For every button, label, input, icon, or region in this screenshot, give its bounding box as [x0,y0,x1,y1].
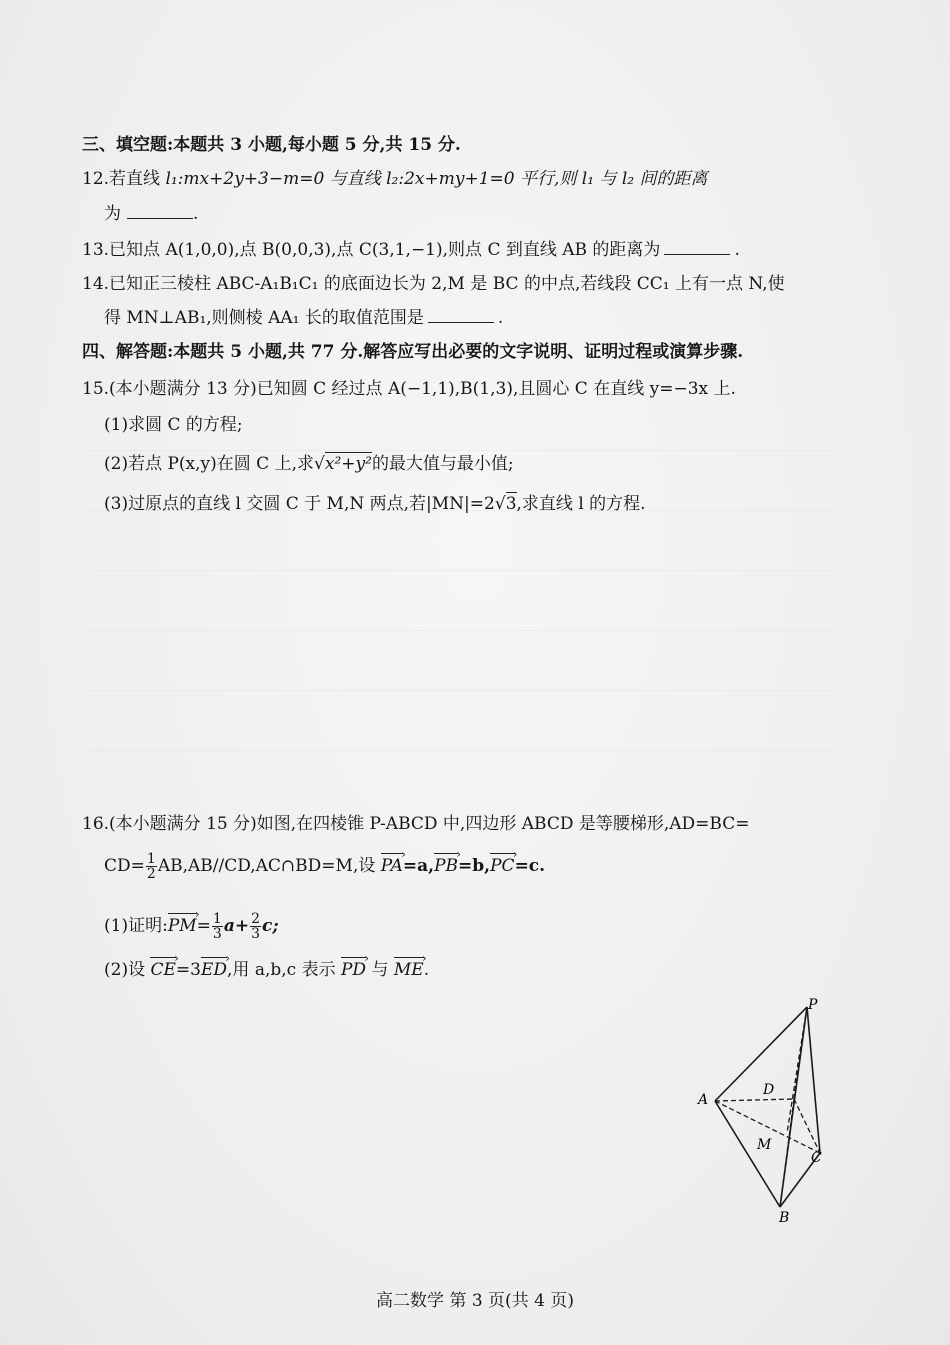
label-M: M [757,1137,772,1153]
section3-heading: 三、填空题:本题共 3 小题,每小题 5 分,共 15 分. [82,135,461,155]
vector-CE: CE › [150,958,175,982]
q15-part2: (2)若点 P(x,y)在圆 C 上,求√x²+y²的最大值与最小值; [104,454,514,474]
q12-answer-blank [127,204,193,219]
vector-PB: PB › [434,854,458,878]
q16-part1: (1)证明:PM ›= $\frac{1}{3}$ a+ $\frac{2}{3}$ c; [104,912,279,941]
edge-PA [715,1007,807,1101]
label-B: B [779,1210,790,1226]
label-D: D [763,1082,775,1098]
q14-answer-blank [428,308,494,323]
q13: 13.已知点 A(1,0,0),点 B(0,0,3),点 C(3,1,−1),则点 C 到直线 AB 的距离为 . [82,240,740,260]
vector-ED: ED › [201,958,227,982]
q16-fraction-half: $\frac{1}{2}$ [146,851,156,882]
label-C: C [811,1150,822,1166]
vector-PC: PC › [490,854,514,878]
q12-line1: 12.若直线 l₁:mx+2y+3−m=0 与直线 l₂:2x+my+1=0 平行,则 l₁ 与 l₂ 间的距离 [82,169,708,189]
page-footer: 高二数学 第 3 页(共 4 页) [376,1291,574,1311]
q16-line1: 16.(本小题满分 15 分)如图,在四棱锥 P-ABCD 中,四边形 ABCD 是等腰梯形,AD=BC= [82,814,750,834]
q14-line1: 14.已知正三棱柱 ABC-A₁B₁C₁ 的底面边长为 2,M 是 BC 的中点,若线段 CC₁ 上有一点 N,使 [82,274,785,294]
q13-answer-blank [664,240,730,255]
pyramid-figure [690,995,840,1230]
q15-intro: 15.(本小题满分 13 分)已知圆 C 经过点 A(−1,1),B(1,3),且圆心 C 在直线 y=−3x 上. [82,379,736,399]
q12-line2: 为 . [104,204,199,224]
label-A: A [698,1092,709,1108]
vector-PA: PA › [381,854,403,878]
section4-heading: 四、解答题:本题共 5 小题,共 77 分.解答应写出必要的文字说明、证明过程或演算步骤. [82,342,744,362]
vector-PD: PD › [341,958,366,982]
label-P: P [808,997,818,1013]
q14-line2: 得 MN⊥AB₁,则侧棱 AA₁ 长的取值范围是 . [104,308,504,328]
q16-part2: (2)设 CE ›=3ED ›,用 a,b,c 表示 PD › 与 ME ›. [104,958,429,982]
vector-PM: PM › [168,914,197,938]
q15-part1: (1)求圆 C 的方程; [104,415,243,435]
q16-line2: CD= $\frac{1}{2}$ AB,AB//CD,AC∩BD=M,设 PA ›=a,PB ›=b,PC ›=c. [104,852,545,881]
edge-AD [715,1099,794,1101]
vector-ME: ME › [394,958,424,982]
q15-part3: (3)过原点的直线 l 交圆 C 于 M,N 两点,若|MN|=2√3,求直线 l 的方程. [104,494,646,514]
segment-PM [787,1007,807,1133]
